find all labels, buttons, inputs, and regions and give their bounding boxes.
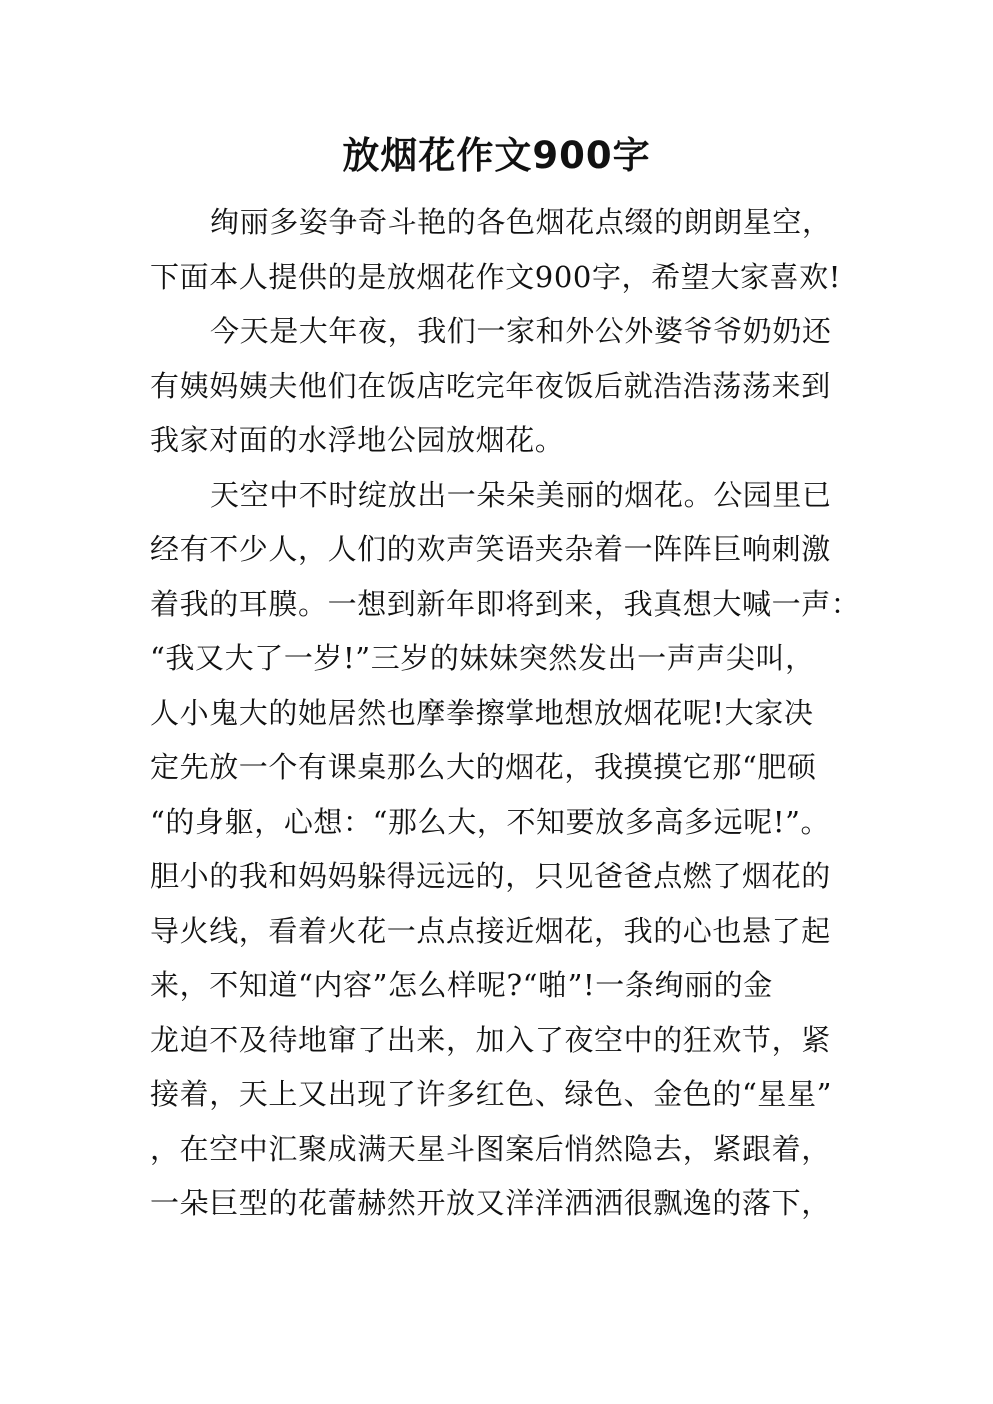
text-line: 有姨妈姨夫他们在饭店吃完年夜饭后就浩浩荡荡来到 [150,368,831,403]
text-line: 绚丽多姿争奇斗艳的各色烟花点缀的朗朗星空， [210,205,832,239]
text-line: 定先放一个有课桌那么大的烟花，我摸摸它那“肥硕 [150,750,817,784]
text-line: 来，不知道“内容”怎么样呢?“啪”!一条绚丽的金 [150,968,773,1002]
text-line: 人小鬼大的她居然也摩拳擦掌地想放烟花呢!大家决 [150,695,814,730]
text-line: “我又大了一岁!”三岁的妹妹突然发出一声声尖叫， [150,641,815,675]
text-line: 导火线，看着火花一点点接近烟花，我的心也悬了起 [150,913,831,948]
text-line: 下面本人提供的是放烟花作文900字，希望大家喜欢! [150,259,842,294]
text-line: 龙迫不及待地窜了出来，加入了夜空中的狂欢节，紧 [150,1022,831,1057]
text-line: “的身躯，心想：“那么大，不知要放多高多远呢!”。 [150,804,831,839]
document-body [150,195,870,1231]
text-line: 着我的耳膜。一想到新年即将到来，我真想大喊一声： [150,586,861,621]
text-line: 一朵巨型的花蕾赫然开放又洋洋洒洒很飘逸的落下， [150,1186,831,1220]
text-line: 胆小的我和妈妈躲得远远的，只见爸爸点燃了烟花的 [150,859,831,893]
text-line: 接着，天上又出现了许多红色、绿色、金色的“星星” [150,1077,833,1111]
text-line: 今天是大年夜，我们一家和外公外婆爷爷奶奶还 [210,314,832,348]
text-line: ，在空中汇聚成满天星斗图案后悄然隐去，紧跟着， [150,1131,831,1166]
text-line: 我家对面的水浮地公园放烟花。 [150,423,565,457]
text-line: 天空中不时绽放出一朵朵美丽的烟花。公园里已 [210,477,832,512]
document-title: 放烟花作文900字 [342,134,651,177]
text-line: 经有不少人，人们的欢声笑语夹杂着一阵阵巨响刺激 [150,532,831,566]
